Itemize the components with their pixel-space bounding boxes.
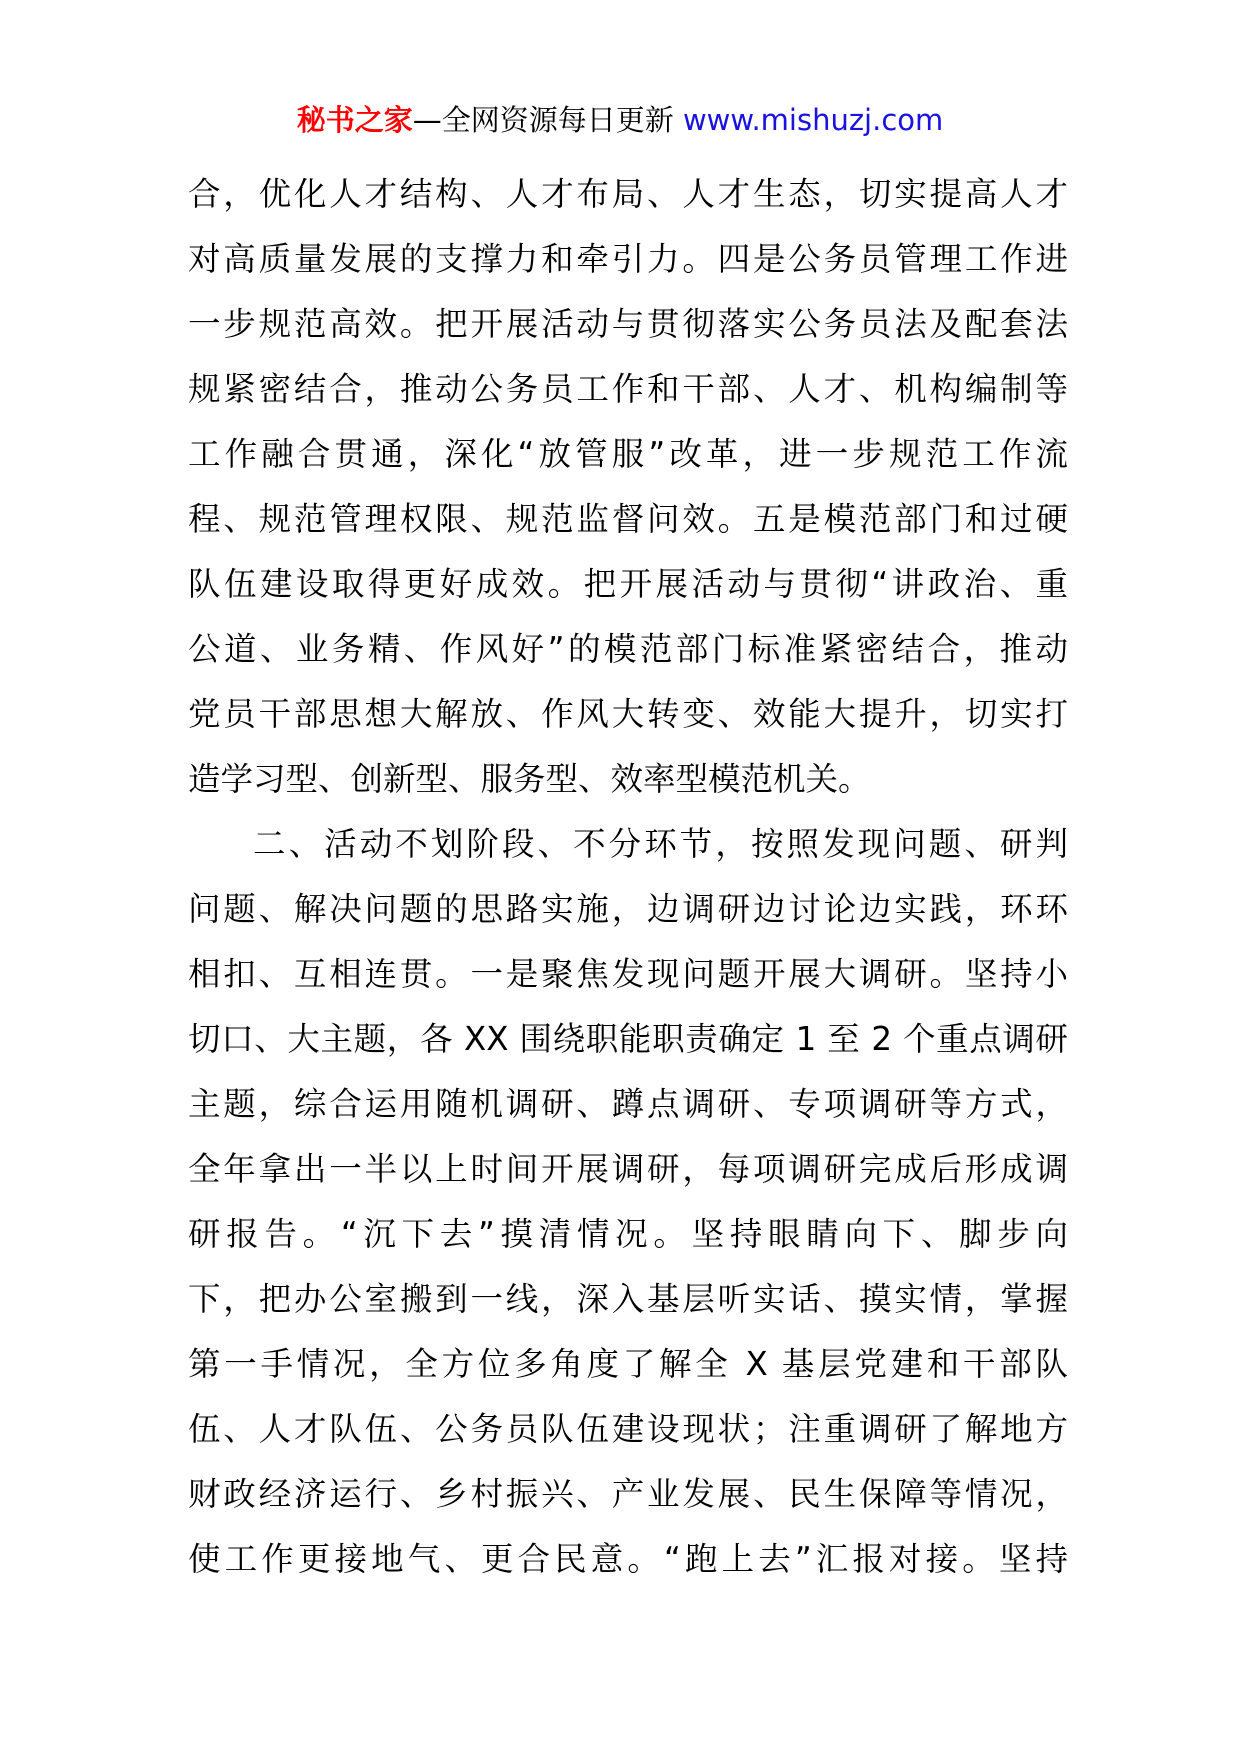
text-line: 使工作更接地气、更合民意。“跑上去”汇报对接。坚持 (188, 1540, 1068, 1578)
text-line: 切口、大主题，各 XX 围绕职能职责确定 1 至 2 个重点调研 (188, 1020, 1068, 1058)
site-url-link[interactable]: www.mishuzj.com (682, 103, 944, 137)
text-line: 全年拿出一半以上时间开展调研，每项调研完成后形成调 (188, 1150, 1068, 1188)
text-line: 规紧密结合，推动公务员工作和干部、人才、机构编制等 (188, 370, 1068, 408)
header-tagline: —全网资源每日更新 (412, 103, 674, 137)
paragraph-start-line: 二、活动不划阶段、不分环节，按照发现问题、研判 (253, 825, 1068, 863)
text-line: 主题，综合运用随机调研、蹲点调研、专项调研等方式， (188, 1085, 1068, 1123)
text-line: 党员干部思想大解放、作风大转变、效能大提升，切实打 (188, 695, 1068, 733)
text-line: 程、规范管理权限、规范监督问效。五是模范部门和过硬 (188, 500, 1068, 538)
text-line: 研报告。“沉下去”摸清情况。坚持眼睛向下、脚步向 (188, 1215, 1068, 1253)
text-line: 第一手情况，全方位多角度了解全 X 基层党建和干部队 (188, 1345, 1068, 1383)
text-line: 财政经济运行、乡村振兴、产业发展、民生保障等情况， (188, 1475, 1068, 1513)
text-line: 合，优化人才结构、人才布局、人才生态，切实提高人才 (188, 175, 1068, 213)
text-line: 相扣、互相连贯。一是聚焦发现问题开展大调研。坚持小 (188, 955, 1068, 993)
text-line: 问题、解决问题的思路实施，边调研边讨论边实践，环环 (188, 890, 1068, 928)
text-line: 下，把办公室搬到一线，深入基层听实话、摸实情，掌握 (188, 1280, 1068, 1318)
watermark-header (0, 100, 1240, 140)
text-line: 工作融合贯通，深化“放管服”改革，进一步规范工作流 (188, 435, 1068, 473)
text-line: 对高质量发展的支撑力和牵引力。四是公务员管理工作进 (188, 240, 1068, 278)
text-line: 伍、人才队伍、公务员队伍建设现状；注重调研了解地方 (188, 1410, 1068, 1448)
text-line: 一步规范高效。把开展活动与贯彻落实公务员法及配套法 (188, 305, 1068, 343)
text-line: 队伍建设取得更好成效。把开展活动与贯彻“讲政治、重 (188, 565, 1068, 603)
text-line: 造学习型、创新型、服务型、效率型模范机关。 (188, 760, 871, 798)
text-line: 公道、业务精、作风好”的模范部门标准紧密结合，推动 (188, 630, 1068, 668)
brand-name: 秘书之家 (296, 103, 413, 137)
document-body (188, 162, 1068, 1592)
